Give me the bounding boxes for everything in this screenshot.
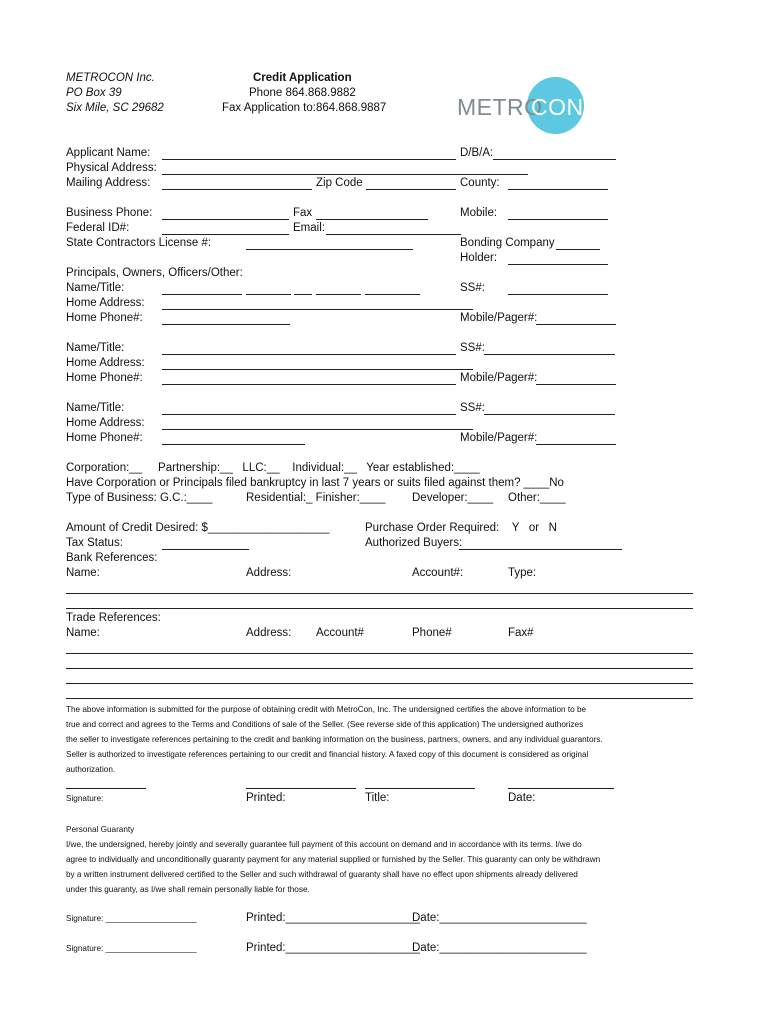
trade-account-header: Account# [316,627,364,639]
mobile-pager-label-1: Mobile/Pager#: [460,312,538,324]
name-title-label-1: Name/Title: [66,282,125,294]
email-field[interactable] [326,234,461,235]
guaranty-line-2: agree to individually and unconditionally guaranty payment for any material supplied or furnished by the Seller. This guaranty can only be withdrawn [66,855,601,864]
zip-code-label: Zip Code [316,177,363,189]
holder-label: Holder: [460,252,498,264]
bank-reference-line-1[interactable] [66,593,693,594]
entity-type-line: Corporation:__ Partnership:__ LLC:__ Individual:__ Year established:____ [66,462,480,474]
business-phone-field[interactable] [162,219,289,220]
license-label: State Contractors License #: [66,237,212,249]
home-phone-label-3: Home Phone#: [66,432,143,444]
mobile-label: Mobile: [460,207,498,219]
home-address-label-1: Home Address: [66,297,145,309]
name-title-field-1e[interactable] [365,294,420,295]
business-phone-label: Business Phone: [66,207,153,219]
home-phone-field-2[interactable] [162,384,456,385]
home-address-label-3: Home Address: [66,417,145,429]
dba-field[interactable] [493,159,616,160]
bank-references-heading: Bank References: [66,552,158,564]
ss-field-3[interactable] [484,414,615,415]
name-title-field-1c[interactable] [294,294,312,295]
federal-id-field[interactable] [162,234,289,235]
guaranty-signature-1[interactable]: Signature: ____________________ [66,914,197,923]
dba-label: D/B/A: [460,147,494,159]
ss-field-1[interactable] [508,294,608,295]
guaranty-date-1[interactable]: Date:_______________________ [412,912,587,924]
header-phone: Phone 864.868.9882 [249,87,356,99]
name-title-field-3[interactable] [162,414,456,415]
fax-label: Fax [293,207,313,219]
license-field[interactable] [246,249,413,250]
mailing-address-label: Mailing Address: [66,177,151,189]
trade-fax-header: Fax# [508,627,534,639]
principals-heading: Principals, Owners, Officers/Other: [66,267,243,279]
logo-text-metro: METRO [457,94,543,120]
ss-label-1: SS#: [460,282,485,294]
printed-field-1[interactable] [246,788,356,789]
mobile-field[interactable] [508,219,608,220]
name-title-field-1a[interactable] [162,294,242,295]
trade-address-header: Address: [246,627,292,639]
trade-references-heading: Trade References: [66,612,161,624]
form-title: Credit Application [253,72,352,84]
trade-phone-header: Phone# [412,627,452,639]
bonding-company-label: Bonding Company [460,237,555,249]
holder-field[interactable] [508,264,608,265]
home-address-field-3[interactable] [162,429,473,430]
home-phone-field-3[interactable] [162,444,305,445]
mobile-pager-field-1[interactable] [536,324,616,325]
guaranty-printed-2[interactable]: Printed:_____________________ [246,942,420,954]
trade-reference-line-1[interactable] [66,653,693,654]
guaranty-printed-1[interactable]: Printed:_____________________ [246,912,420,924]
other-label: Other:____ [508,492,566,504]
authorized-buyers-field[interactable] [459,549,622,550]
guaranty-signature-2[interactable]: Signature: ____________________ [66,944,197,953]
tax-status-field[interactable] [162,549,249,550]
guaranty-line-1: I/we, the undersigned, hereby jointly and severally guarantee full payment of this account on demand and in accordance with its terms. I/we do [66,840,582,849]
mobile-pager-field-2[interactable] [536,384,616,385]
date-field-1[interactable] [508,788,614,789]
header-fax: Fax Application to:864.868.9887 [222,102,387,114]
name-title-field-2[interactable] [162,354,456,355]
credit-amount-label: Amount of Credit Desired: $___________________ [66,522,330,534]
zip-code-field[interactable] [366,189,456,190]
bankruptcy-question: Have Corporation or Principals filed bankruptcy in last 7 years or suits filed against them? ____No [66,477,564,489]
trade-reference-line-4[interactable] [66,698,693,699]
printed-label-1: Printed: [246,792,286,804]
home-address-field-2[interactable] [162,369,473,370]
physical-address-label: Physical Address: [66,162,157,174]
bonding-company-field[interactable] [556,249,600,250]
home-address-field-1[interactable] [162,309,473,310]
disclaimer-line-3: the seller to investigate references pertaining to the credit and banking information on the business, partners, owners, and any individual guarantors. [66,735,603,744]
residential-finisher-label: Residential:_ Finisher:____ [246,492,386,504]
title-field-1[interactable] [365,788,475,789]
fax-field[interactable] [316,219,428,220]
bank-account-header: Account#: [412,567,464,579]
disclaimer-line-2: true and correct and agrees to the Terms and Conditions of sale of the Seller. (See reverse side of this application) The undersigned authorizes [66,720,584,729]
guaranty-line-4: under this guaranty, as I/we shall remain personally liable for those. [66,885,310,894]
title-label-1: Title: [365,792,390,804]
guaranty-line-3: by a written instrument delivered certified to the Seller and such withdrawal of guaranty shall have no effect upon shipments already delivered [66,870,578,879]
company-address-2: Six Mile, SC 29682 [66,102,164,114]
company-name: METROCON Inc. [66,72,155,84]
guaranty-date-2[interactable]: Date:_______________________ [412,942,587,954]
ss-label-2: SS#: [460,342,485,354]
home-phone-label-2: Home Phone#: [66,372,143,384]
email-label: Email: [293,222,325,234]
ss-label-3: SS#: [460,402,485,414]
signature-label-1: Signature: [66,794,104,803]
tax-status-label: Tax Status: [66,537,123,549]
date-label-1: Date: [508,792,536,804]
county-label: County: [460,177,500,189]
type-of-business-label: Type of Business: G.C.:____ [66,492,213,504]
trade-reference-line-2[interactable] [66,668,693,669]
ss-field-2[interactable] [484,354,615,355]
authorized-buyers-label: Authorized Buyers: [365,537,463,549]
mobile-pager-label-2: Mobile/Pager#: [460,372,538,384]
applicant-name-label: Applicant Name: [66,147,151,159]
logo-text-con: CON [531,94,584,120]
guaranty-heading: Personal Guaranty [66,825,135,834]
home-address-label-2: Home Address: [66,357,145,369]
home-phone-field-1[interactable] [162,324,290,325]
bank-reference-line-2[interactable] [66,608,693,609]
trade-name-header: Name: [66,627,100,639]
name-title-field-1d[interactable] [316,294,361,295]
disclaimer-line-4: Seller is authorized to investigate references pertaining to our credit and financial history. A faxed copy of this document is considered as original [66,750,589,759]
mailing-address-field[interactable] [162,189,312,190]
mobile-pager-label-3: Mobile/Pager#: [460,432,538,444]
applicant-name-field[interactable] [162,159,456,160]
disclaimer-line-1: The above information is submitted for the purpose of obtaining credit with MetroCon, Inc. The undersigned certifies the above information to be [66,705,587,714]
county-field[interactable] [508,189,608,190]
developer-label: Developer:____ [412,492,494,504]
bank-type-header: Type: [508,567,537,579]
trade-reference-line-3[interactable] [66,683,693,684]
bank-name-header: Name: [66,567,100,579]
mobile-pager-field-3[interactable] [536,444,616,445]
signature-field-1[interactable] [66,788,146,789]
company-address-1: PO Box 39 [66,87,122,99]
physical-address-field[interactable] [162,174,528,175]
name-title-field-1b[interactable] [246,294,291,295]
disclaimer-line-5: authorization. [66,765,116,774]
home-phone-label-1: Home Phone#: [66,312,143,324]
federal-id-label: Federal ID#: [66,222,130,234]
purchase-order-label: Purchase Order Required: Y or N [365,522,557,534]
name-title-label-2: Name/Title: [66,342,125,354]
bank-address-header: Address: [246,567,292,579]
name-title-label-3: Name/Title: [66,402,125,414]
